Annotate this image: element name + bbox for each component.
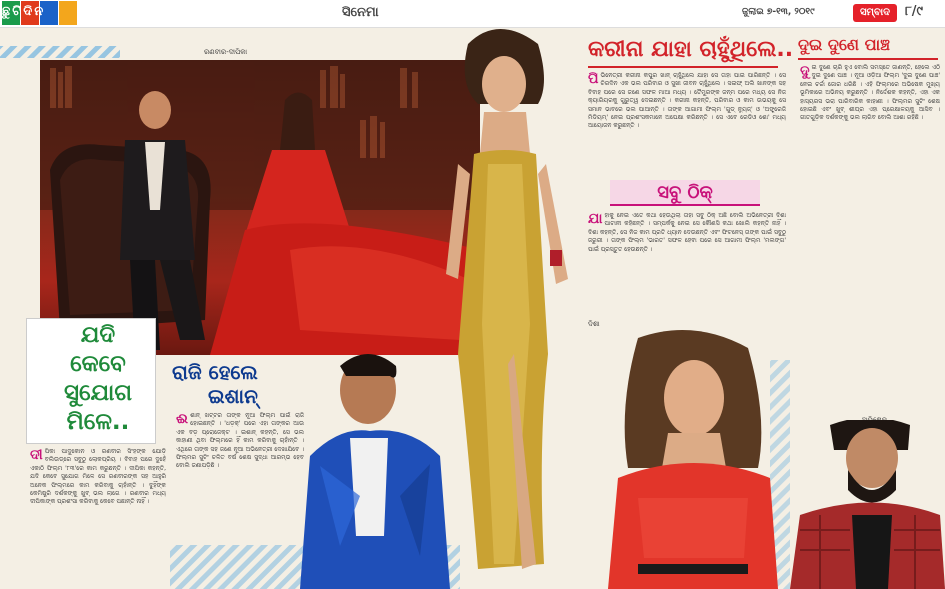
sabu-thik-body	[588, 212, 786, 320]
kareena-body	[588, 72, 786, 180]
sabu-thik-drop-cap: ଯା	[588, 212, 603, 227]
dui-dune-headline: ଦୁଇ ଦୁଣେ ପାଞ୍ଚ	[798, 35, 890, 54]
jadi-headline-line-2: କେବେ	[70, 351, 126, 377]
jadi-body-text: ପିକା ପାଦୁକୋନ ଓ ରଣବୀର ସିଂହଙ୍କ ଯୋଡ଼ି ବଲିଉଡ୍‌ରେ ସବୁଠୁ ଲୋକପ୍ରିୟ । ବିବାହ ପରେ ଦୁହେଁ ଏକାଠି ଫିଲ୍ମ '୮୩'ରେ କାମ କରୁଛନ୍ତି । ଦୀପିକା କହନ୍ତି, ଯଦି କେବେ ସୁଯୋଗ ମିଳେ ସେ ରଣବୀରଙ୍କ ସହ ଆହୁରି ଅନେକ ଫିଲ୍ମରେ କାମ କରିବାକୁ ଚାହାଁନ୍ତି । ଦୁହିଁଙ୍କ କେମିଷ୍ଟ୍ରି ଦର୍ଶକଙ୍କୁ ଖୁବ୍ ଭଲ ଲାଗେ । ରଣବୀର ମଧ୍ୟ ଦୀପିକାଙ୍କ ପ୍ରଶଂସା କରିବାକୁ କେବେ ପଛାନ୍ତି ନାହିଁ ।	[30, 448, 166, 506]
jadi-headline-line-3: ସୁଯୋଗ	[63, 380, 132, 406]
jadi-drop-cap: ଦୀ	[30, 448, 43, 463]
right-man-photo	[790, 420, 945, 589]
dui-dune-headline-rule	[798, 58, 938, 60]
jadi-headline-line-1: ଯଦି	[80, 322, 116, 348]
raji-body	[176, 412, 304, 540]
brand-badge: ସମ୍ବାଦ	[853, 4, 897, 22]
disha-caption: ଦିଶା	[588, 320, 600, 328]
sabu-thik-headline: ସବୁ ଠିକ୍	[610, 180, 760, 206]
kareena-photo	[418, 24, 588, 589]
page-number: ୮/୯	[905, 4, 923, 19]
raji-body-text: ଶାନ୍ ଖଟ୍ଟର ତାଙ୍କ ନୂଆ ଫିଲ୍ମ ପାଇଁ ରାଜି ହୋଇଛନ୍ତି । 'ଧଡ଼କ୍' ପରେ ଏହା ତାଙ୍କର ଆଉ ଏକ ବଡ଼ ପ୍ରୋଜେକ୍ଟ । ଇଶାନ୍ କହନ୍ତି, ସେ ଭଲ କାହାଣୀ ଥିବା ଫିଲ୍ମରେ ହିଁ କାମ କରିବାକୁ ଚାହାଁନ୍ତି । ଏଥିରେ ତାଙ୍କ ସହ ଜଣେ ନୂଆ ଅଭିନେତ୍ରୀ ଦେଖାଯିବେ । ଫିଲ୍ମର ସୁଟିଂ ଚଳିତ ବର୍ଷ ଶେଷ ସୁଦ୍ଧା ଆରମ୍ଭ ହେବ ବୋଲି ଜଣାପଡ଼ିଛି ।	[176, 412, 304, 470]
raji-drop-cap: ଈ	[176, 412, 189, 427]
masthead-logo-text: ଛୁଟିଦିନ	[2, 4, 46, 19]
jadi-headline-line-4: ମିଳେ..	[66, 409, 130, 435]
raji-headline	[172, 360, 312, 408]
kareena-headline-rule	[588, 66, 778, 68]
raji-headline-line-2: ଇଶାନ୍	[208, 384, 258, 408]
disha-photo	[598, 328, 790, 589]
jadi-headline-box	[26, 318, 156, 444]
dui-dune-body-text: ଇ ଦୁଣେ ଚାରି ହୁଏ ବୋଲି ସମସ୍ତେ ଜାଣନ୍ତି, ହେଲେ ଏଠି ଦୁଇ ଦୁଣେ ପାଞ୍ଚ । ନୂଆ ଓଡ଼ିଆ ଫିଲ୍ମ 'ଦୁଇ ଦୁଣେ ପାଞ୍ଚ' ନେଇ ଚର୍ଚ୍ଚା ଜୋର ଧରିଛି । ଏହି ଫିଲ୍ମରେ ଅଭିଷେକ ମୁଖ୍ୟ ଭୂମିକାରେ ଅଭିନୟ କରୁଛନ୍ତି । ନିର୍ଦ୍ଦେଶକ କହନ୍ତି, ଏହା ଏକ ହାସ୍ୟରସ ଭରା ପାରିବାରିକ କାହାଣୀ । ଫିଲ୍ମର ସୁଟିଂ ଶେଷ ହୋଇଛି ଏବଂ ଖୁବ୍ ଶୀଘ୍ର ଏହା ପ୍ରେକ୍ଷାଳୟକୁ ଆସିବ । ଗୀତଗୁଡ଼ିକ ଦର୍ଶକଙ୍କୁ ଭଲ ଲାଗିବ ବୋଲି ଆଶା ରହିଛି ।	[800, 64, 940, 122]
couple-caption: ରଣବୀର-ଦୀପିକା	[204, 48, 248, 56]
sabu-thik-body-text: ହାକୁ ନେଇ ଏତେ କଥା ହେଉଥିଲା ତାହା ସବୁ ଠିକ୍ ଅଛି ବୋଲି ଅଭିନେତ୍ରୀ ଦିଶା ପାଟାନୀ କହିଛନ୍ତି । ସମ୍ପର୍କକୁ ନେଇ ସେ କୌଣସି କଥା ଖୋଲି କହନ୍ତି ନାହିଁ । ଦିଶା କହନ୍ତି, ସେ ନିଜ କାମ ପ୍ରତି ଧ୍ୟାନ ଦେଉଛନ୍ତି ଏବଂ ଫିଟନେସ୍ ତାଙ୍କ ପାଇଁ ସବୁଠୁ ଜରୁରୀ । ତାଙ୍କ ଫିଲ୍ମ 'ଭାରତ' ସଫଳ ହେବା ପରେ ସେ ଆଗାମୀ ଫିଲ୍ମ 'ମଲଙ୍ଗ' ପାଇଁ ପ୍ରସ୍ତୁତ ହେଉଛନ୍ତି ।	[588, 212, 786, 253]
kareena-body-text: ଭିନେତ୍ରୀ କରୀନା କପୁର ଖାନ୍ ଚାହୁଁଥିଲେ ଯାହା ସେ ତାହା ପାଇ ପାରିଛନ୍ତି । ସେ ଚିରଦିନ ଏକ ଭଲ ପରିବାର ଓ ସୁଖୀ ଜୀବନ ଚାହୁଁଥିଲେ । ସଇଫ୍ ଅଲି ଖାନଙ୍କ ସହ ବିବାହ ପରେ ସେ ଜଣେ ସଫଳ ମାଆ ମଧ୍ୟ । ତୈମୁରଙ୍କ ଜନ୍ମ ପରେ ମଧ୍ୟ ସେ ନିଜ କ୍ୟାରିୟରକୁ ଗୁରୁତ୍ୱ ଦେଇଛନ୍ତି । କରୀନା କହନ୍ତି, ପରିବାର ଓ କାମ ଉଭୟକୁ ସେ ସମାନ ଭାବରେ ଭଲ ପାଆନ୍ତି । ତାଙ୍କ ଆଗାମୀ ଫିଲ୍ମ 'ଗୁଡ୍ ନ୍ୟୁଜ୍' ଓ 'ଅଙ୍ଗ୍ରେଜି ମିଡିୟମ୍' ନେଇ ପ୍ରଶଂସକମାନେ ଅପେକ୍ଷା କରିଛନ୍ତି । ସେ ଏବେ ରେଡିଓ ଶୋ' ମଧ୍ୟ ଆୟୋଜନ କରୁଛନ୍ତି ।	[588, 72, 786, 130]
dui-dune-drop-cap: ଦୁ	[800, 64, 810, 79]
section-title: ସିନେମା	[342, 5, 379, 20]
jadi-body	[30, 448, 166, 566]
dui-dune-body	[800, 64, 940, 414]
raji-headline-line-1: ରାଜି ହେଲେ	[172, 360, 258, 384]
couple-photo	[40, 60, 480, 355]
kareena-drop-cap: ପି	[588, 72, 599, 87]
kareena-headline: କରୀନା ଯାହା ଚାହୁଁଥିଲେ..	[588, 37, 794, 62]
issue-date: ଜୁଲାଇ ୭-୧୩, ୨୦୧୯	[742, 7, 815, 17]
